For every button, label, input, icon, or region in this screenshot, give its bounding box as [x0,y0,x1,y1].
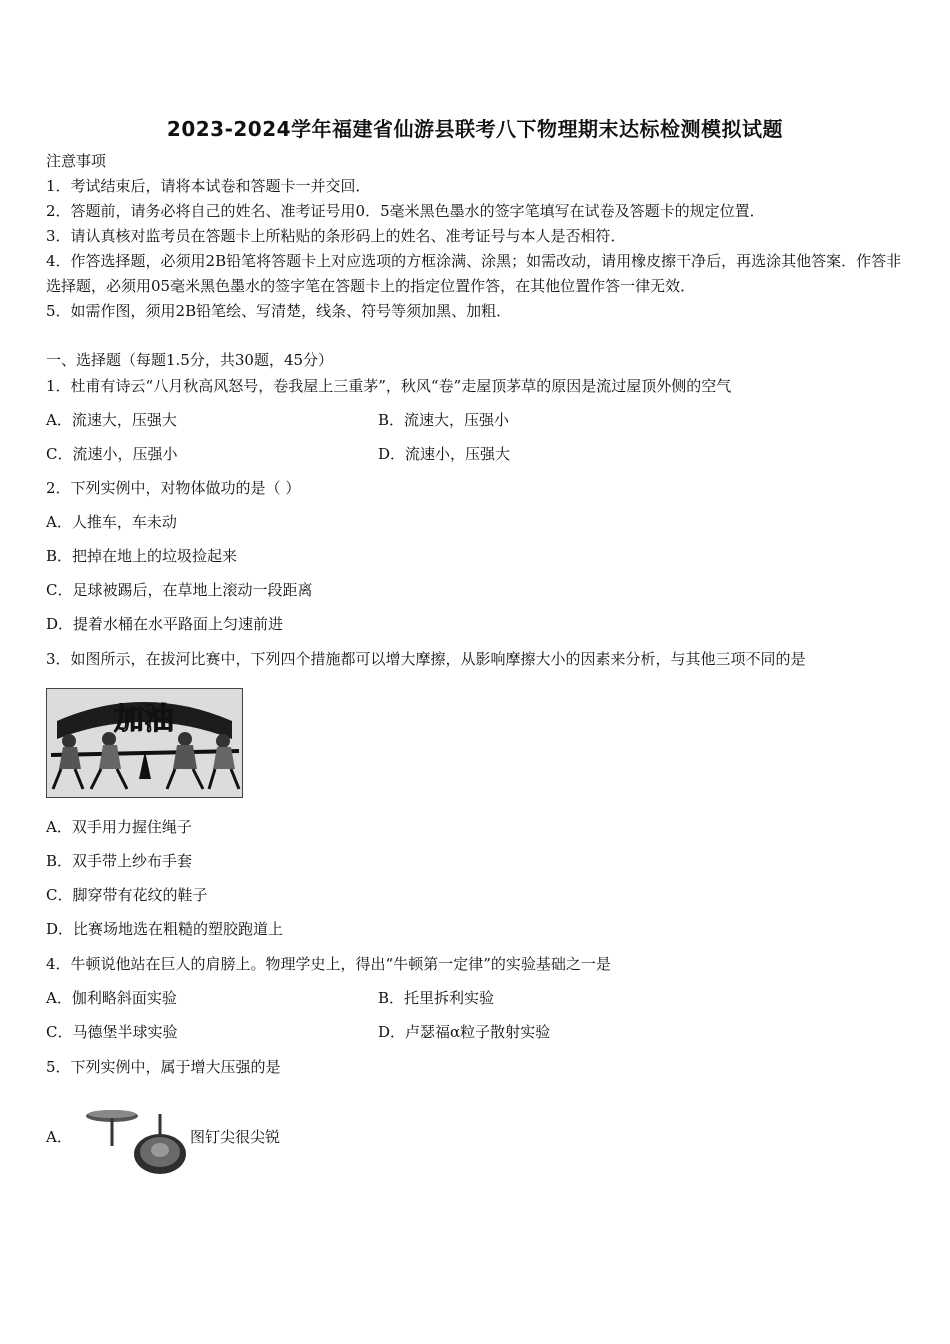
option-d: D．提着水桶在水平路面上匀速前进 [46,615,284,633]
tug-of-war-image [46,688,243,798]
section-heading: 一、选择题（每题1.5分，共30题，45分） [46,351,334,369]
option-a-label: A． [46,1128,72,1146]
notice-item: 1．考试结束后，请将本试卷和答题卡一并交回． [46,177,371,195]
question-stem: 2．下列实例中，对物体做功的是（ ） [46,479,301,497]
option-a: A．双手用力握住绳子 [46,818,192,836]
option-c: C．足球被踢后，在草地上滚动一段距离 [46,581,313,599]
option-b: B．流速大，压强小 [378,411,510,429]
notice-item: 5．如需作图，须用2B铅笔绘、写清楚，线条、符号等须加黑、加粗． [46,302,512,320]
option-a: A．流速大，压强大 [46,411,177,429]
option-b: B．托里拆利实验 [378,989,495,1007]
option-c: C．马德堡半球实验 [46,1023,178,1041]
page-title: 2023-2024学年福建省仙游县联考八下物理期末达标检测模拟试题 [166,117,784,141]
notice-heading: 注意事项 [46,152,107,170]
option-c: C．脚穿带有花纹的鞋子 [46,886,208,904]
question-stem: 4．牛顿说他站在巨人的肩膀上。物理学史上，得出“牛顿第一定律”的实验基础之一是 [46,955,611,973]
question-stem: 1．杜甫有诗云“八月秋高风怒号，卷我屋上三重茅”，秋风“卷”走屋顶茅草的原因是流过屋顶外侧的空气 [46,377,732,395]
option-d: D．比赛场地选在粗糙的塑胶跑道上 [46,920,284,938]
notice-item: 3．请认真核对监考员在答题卡上所粘贴的条形码上的姓名、准考证号与本人是否相符． [46,227,626,245]
thumbtack-image [82,1104,190,1178]
banner-text: 加油 [114,702,174,737]
question-stem: 3．如图所示，在拔河比赛中，下列四个措施都可以增大摩擦，从影响摩擦大小的因素来分析，与其他三项不同的是 [46,650,806,668]
option-a-text: 图钉尖很尖锐 [190,1128,281,1146]
option-a: A．人推车，车未动 [46,513,177,531]
tug-of-war-illustration [47,689,242,797]
option-a: A．伽利略斜面实验 [46,989,177,1007]
option-b: B．把掉在地上的垃圾捡起来 [46,547,238,565]
notice-item: 2．答题前，请务必将自己的姓名、准考证号用0．5毫米黑色墨水的签字笔填写在试卷及答题卡的规定位置． [46,202,765,220]
option-c: C．流速小，压强小 [46,445,178,463]
option-d: D．卢瑟福α粒子散射实验 [378,1023,551,1041]
option-d: D．流速小，压强大 [378,445,511,463]
notice-item: 4．作答选择题，必须用2B铅笔将答题卡上对应选项的方框涂满、涂黑；如需改动，请用橡皮擦干净后，再选涂其他答案．作答非选择题，必须用05毫米黑色墨水的签字笔在答题卡上的指定位置作答，在其他位置作答一律无效． [46,252,902,295]
question-stem: 5．下列实例中，属于增大压强的是 [46,1058,281,1076]
option-b: B．双手带上纱布手套 [46,852,193,870]
